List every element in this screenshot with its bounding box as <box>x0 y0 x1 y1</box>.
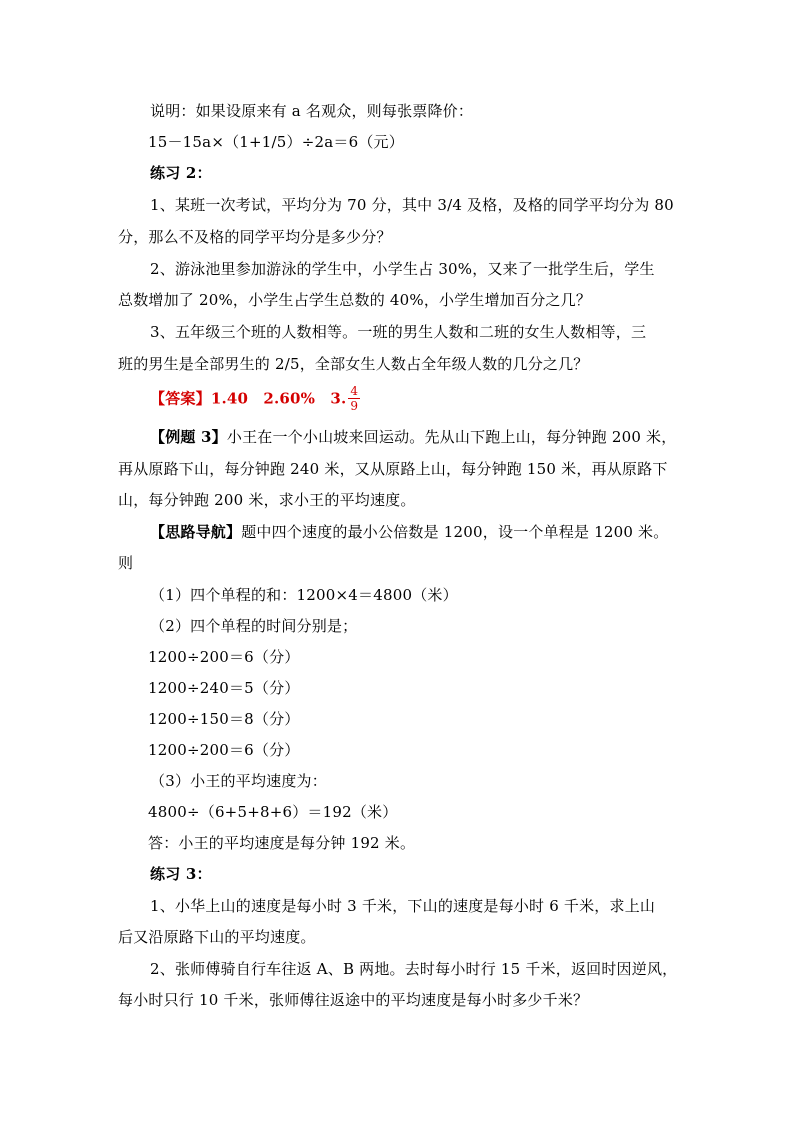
answer-fraction <box>348 385 360 412</box>
practice-3-title: 练习 3： <box>150 865 212 883</box>
step-2: （2）四个单程的时间分别是； <box>150 617 358 635</box>
example-3-cont-2: 山，每分钟跑 200 米，求小王的平均速度。 <box>118 491 416 509</box>
practice-3-question-2: 2、张师傅骑自行车往返 A、B 两地。去时每小时行 15 千米，返回时因逆风， <box>150 960 678 978</box>
calc-3: 1200÷150＝8（分） <box>148 710 300 728</box>
practice-2-question-1: 1、某班一次考试，平均分为 70 分，其中 3/4 及格，及格的同学平均分为 80 <box>150 196 674 214</box>
fraction-denominator: 9 <box>350 399 359 413</box>
answer-line <box>150 386 360 413</box>
step-1: （1）四个单程的和：1200×4＝4800（米） <box>150 586 458 604</box>
practice-2-question-1-cont: 分，那么不及格的同学平均分是多少分？ <box>118 228 392 246</box>
practice-2-title: 练习 2： <box>150 164 212 182</box>
answer-label: 【答案】 <box>150 389 211 408</box>
calc-2: 1200÷240＝5（分） <box>148 679 300 697</box>
practice-2-question-2: 2、游泳池里参加游泳的学生中，小学生占 30%，又来了一批学生后，学生 <box>150 260 655 278</box>
example-3-text: 小王在一个小山坡来回运动。先从山下跑上山，每分钟跑 200 米， <box>226 428 677 446</box>
guide-cont: 则 <box>118 554 134 572</box>
fraction-numerator: 4 <box>350 384 359 398</box>
practice-3-question-2-cont: 每小时只行 10 千米，张师傅往返途中的平均速度是每小时多少千米？ <box>118 991 589 1009</box>
example-3-cont-1: 再从原路下山，每分钟跑 240 米，又从原路上山，每分钟跑 150 米，再从原路下 <box>118 460 668 478</box>
calc-1: 1200÷200＝6（分） <box>148 648 300 666</box>
formula-line: 15－15a×（1+1/5）÷2a＝6（元） <box>148 133 404 151</box>
answer-statement: 答：小王的平均速度是每分钟 192 米。 <box>148 834 416 852</box>
calc-5: 4800÷（6+5+8+6）＝192（米） <box>148 803 398 821</box>
explanation-line: 说明：如果设原来有 a 名观众，则每张票降价： <box>150 102 474 120</box>
guide-text: 题中四个速度的最小公倍数是 1200，设一个单程是 1200 米。 <box>241 523 669 541</box>
practice-3-question-1: 1、小华上山的速度是每小时 3 千米，下山的速度是每小时 6 千米，求上山 <box>150 897 656 915</box>
answer-values: 1.40 2.60% 3. <box>210 389 347 408</box>
calc-4: 1200÷200＝6（分） <box>148 741 300 759</box>
example-3-line <box>150 427 676 447</box>
example-3-label: 【例题 3】 <box>150 428 227 446</box>
step-3: （3）小王的平均速度为： <box>150 772 327 790</box>
guide-label: 【思路导航】 <box>150 523 242 541</box>
practice-3-question-1-cont: 后又沿原路下山的平均速度。 <box>118 928 316 946</box>
guide-line <box>150 522 668 542</box>
practice-2-question-3-cont: 班的男生是全部男生的 2/5，全部女生人数占全年级人数的几分之几？ <box>118 355 589 373</box>
practice-2-question-3: 3、五年级三个班的人数相等。一班的男生人数和二班的女生人数相等，三 <box>150 323 647 341</box>
practice-2-question-2-cont: 总数增加了 20%，小学生占学生总数的 40%，小学生增加百分之几？ <box>118 291 592 309</box>
